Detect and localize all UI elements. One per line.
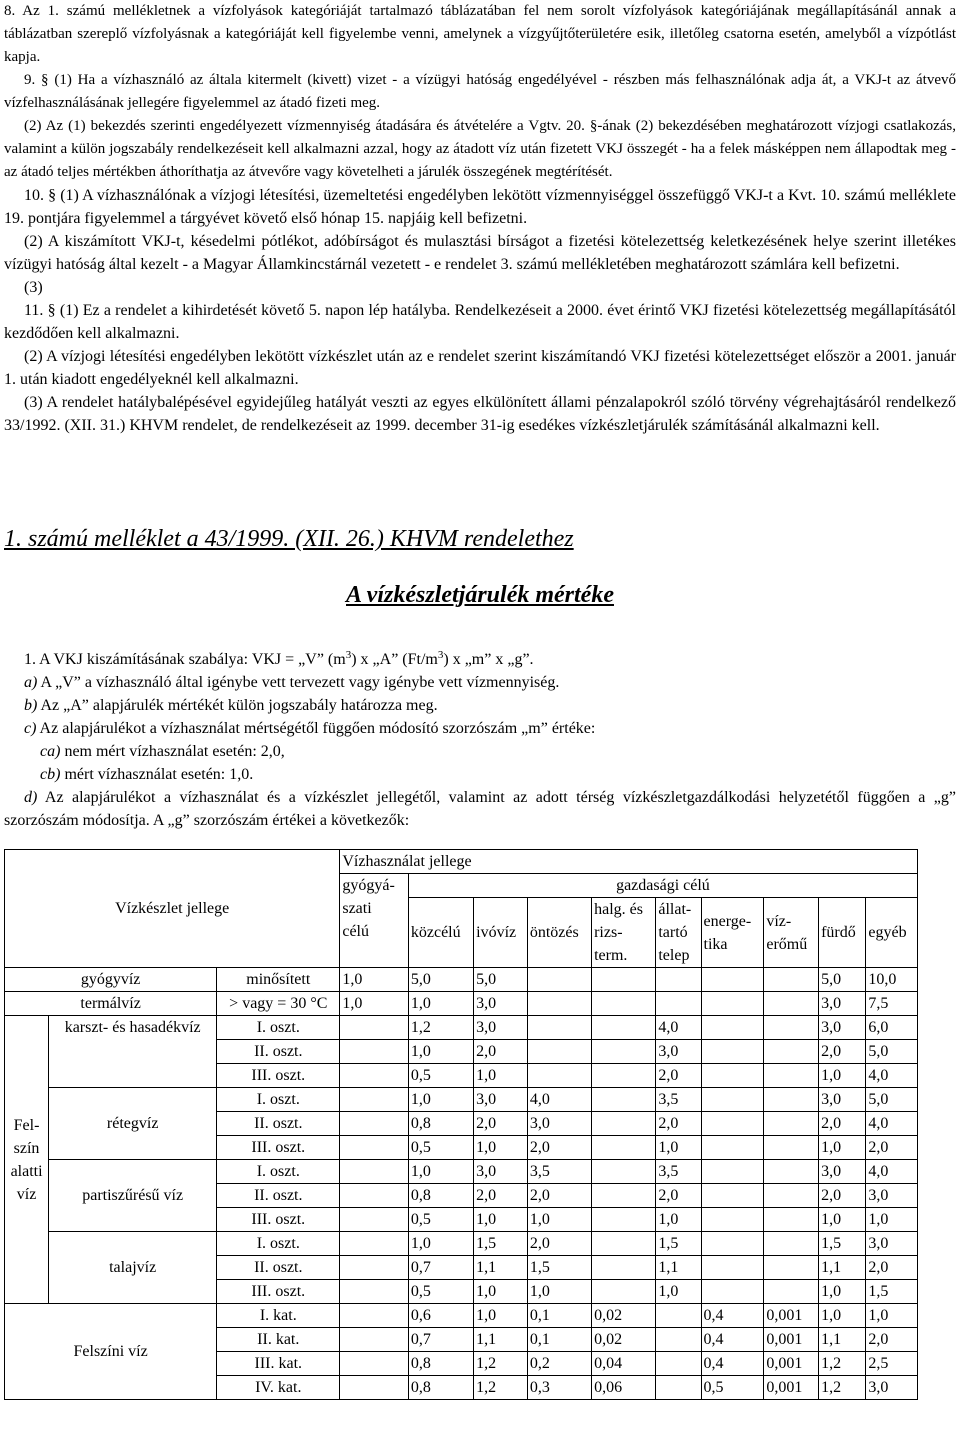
- table-cell: [592, 1016, 656, 1040]
- table-cell: [592, 1184, 656, 1208]
- table-cell: 1,1: [819, 1328, 866, 1352]
- col-header: energe- tika: [701, 898, 764, 968]
- row-class: I. kat.: [217, 1304, 340, 1328]
- table-cell: [592, 1232, 656, 1256]
- table-cell: [592, 1112, 656, 1136]
- table-cell: [340, 1352, 409, 1376]
- table-cell: 1,0: [656, 1280, 701, 1304]
- table-cell: 0,8: [408, 1112, 473, 1136]
- table-cell: 0,8: [408, 1184, 473, 1208]
- table-cell: 2,0: [474, 1184, 528, 1208]
- formula-line: 1. A VKJ kiszámításának szabálya: VKJ = „V” $(m^3)$ x „A” $(Ft/m^3)$ x „m” x „g”.: [24, 649, 534, 668]
- table-cell: 3,0: [866, 1184, 918, 1208]
- col-header: közcélú: [408, 898, 473, 968]
- table-cell: [592, 1208, 656, 1232]
- table-cell: 5,0: [819, 968, 866, 992]
- table-cell: 2,0: [819, 1184, 866, 1208]
- table-cell: 6,0: [866, 1016, 918, 1040]
- table-cell: 1,0: [408, 1160, 473, 1184]
- table-cell: 1,1: [656, 1256, 701, 1280]
- table-cell: 1,0: [408, 1040, 473, 1064]
- table-cell: 2,0: [527, 1184, 591, 1208]
- table-cell: 0,5: [408, 1064, 473, 1088]
- table-cell: 0,02: [592, 1328, 656, 1352]
- group-name: talajvíz: [49, 1232, 217, 1304]
- row-class: > vagy = 30 °C: [217, 992, 340, 1016]
- table-cell: [340, 1208, 409, 1232]
- table-cell: 1,0: [656, 1208, 701, 1232]
- paragraph-10-2: (2) A kiszámított VKJ-t, késedelmi pótlékot, adóbírságot és mulasztási bírságot a fizetési kötelezettség keletkezésének helye szerint illetékes vízügyi hatóság által kezelt - a Magyar Államkincstárnál vezetett - e rendelet 3. számú mellékletében meghatározott számlára kell befizetni.: [4, 233, 956, 273]
- formula-d: d) Az alapjárulékot a vízhasználat és a vízkészlet jellegétől, valamint az adott térség vízkészletgazdálkodási helyzetétől függően a „g” szorzószám módosítja. A „g” szorzószám értékei a következők:: [4, 789, 956, 829]
- table-cell: 0,5: [701, 1376, 764, 1400]
- table-cell: 2,0: [656, 1184, 701, 1208]
- table-cell: 1,0: [340, 992, 409, 1016]
- formula-c: c) Az alapjárulékot a vízhasználat mértségétől függően módosító szorzószám „m” értéke:: [24, 720, 596, 737]
- table-cell: 3,0: [819, 992, 866, 1016]
- table-cell: [656, 1328, 701, 1352]
- table-cell: [701, 1232, 764, 1256]
- table-cell: 1,1: [474, 1256, 528, 1280]
- table-cell: [340, 1280, 409, 1304]
- table-cell: [527, 1064, 591, 1088]
- table-cell: 2,0: [527, 1136, 591, 1160]
- table-cell: [656, 1304, 701, 1328]
- row-class: II. oszt.: [217, 1112, 340, 1136]
- table-cell: 1,5: [656, 1232, 701, 1256]
- col-header: ivóvíz: [474, 898, 528, 968]
- table-cell: 7,5: [866, 992, 918, 1016]
- table-cell: 0,001: [764, 1304, 819, 1328]
- table-cell: 0,8: [408, 1376, 473, 1400]
- table-cell: [701, 1184, 764, 1208]
- row-class: II. oszt.: [217, 1184, 340, 1208]
- table-cell: 1,0: [819, 1304, 866, 1328]
- row-class: III. kat.: [217, 1352, 340, 1376]
- table-cell: 0,6: [408, 1304, 473, 1328]
- table-cell: 0,5: [408, 1280, 473, 1304]
- row-class: II. oszt.: [217, 1256, 340, 1280]
- table-cell: [764, 1184, 819, 1208]
- table-cell: 0,5: [408, 1208, 473, 1232]
- table-cell: [701, 1280, 764, 1304]
- table-cell: 1,0: [474, 1064, 528, 1088]
- table-cell: 4,0: [527, 1088, 591, 1112]
- table-cell: 0,4: [701, 1328, 764, 1352]
- table-cell: 1,2: [474, 1352, 528, 1376]
- col-header: öntözés: [527, 898, 591, 968]
- table-cell: [592, 1040, 656, 1064]
- table-cell: [764, 1040, 819, 1064]
- table-cell: 4,0: [866, 1160, 918, 1184]
- table-cell: 2,0: [866, 1256, 918, 1280]
- table-cell: [764, 1208, 819, 1232]
- group-name: gyógyvíz: [5, 968, 217, 992]
- row-class: I. oszt.: [217, 1232, 340, 1256]
- table-cell: [527, 968, 591, 992]
- header-vizkeszlet: Vízkészlet jellege: [5, 850, 340, 968]
- table-cell: 1,0: [474, 1280, 528, 1304]
- table-cell: 1,5: [527, 1256, 591, 1280]
- group-name: partiszűrésű víz: [49, 1160, 217, 1232]
- table-cell: 1,0: [474, 1208, 528, 1232]
- table-cell: [764, 1064, 819, 1088]
- table-cell: 1,2: [474, 1376, 528, 1400]
- table-cell: [764, 1160, 819, 1184]
- table-cell: [340, 1328, 409, 1352]
- table-cell: 2,0: [656, 1064, 701, 1088]
- table-cell: 4,0: [866, 1112, 918, 1136]
- table-cell: 5,0: [866, 1040, 918, 1064]
- header-vizhasznalat: Vízhasználat jellege: [340, 850, 918, 874]
- table-cell: [656, 1352, 701, 1376]
- table-cell: 1,0: [819, 1064, 866, 1088]
- table-cell: 1,0: [408, 992, 473, 1016]
- group-name: termálvíz: [5, 992, 217, 1016]
- table-cell: [340, 1160, 409, 1184]
- table-cell: [701, 1208, 764, 1232]
- table-cell: 0,1: [527, 1328, 591, 1352]
- table-cell: [592, 968, 656, 992]
- row-class: minősített: [217, 968, 340, 992]
- table-cell: 1,0: [408, 1088, 473, 1112]
- table-cell: [701, 992, 764, 1016]
- table-cell: [764, 1256, 819, 1280]
- row-class: IV. kat.: [217, 1376, 340, 1400]
- paragraph-8: 8. Az 1. számú mellékletnek a vízfolyások kategóriáját tartalmazó táblázatában fel nem sorolt vízfolyások kategóriájának megállapításánál annak a táblázatban szereplő vízfolyásnak a kategóriáját kell figyelembe venni, amelynek a vízgyűjtőterületére esik, illetőleg csatorna esetén, amelyből a vízpótlást kapja.: [4, 3, 956, 65]
- table-cell: 0,8: [408, 1352, 473, 1376]
- table-cell: [764, 1280, 819, 1304]
- table-cell: 1,0: [408, 1232, 473, 1256]
- formula-cb: cb) mért vízhasználat esetén: 1,0.: [40, 766, 254, 783]
- annex-subtitle: A vízkészletjárulék mértéke: [346, 582, 614, 608]
- table-row: [5, 992, 918, 1016]
- table-cell: [701, 1064, 764, 1088]
- table-row: [5, 968, 918, 992]
- table-cell: [764, 1232, 819, 1256]
- table-cell: 5,0: [474, 968, 528, 992]
- table-cell: 2,5: [866, 1352, 918, 1376]
- table-cell: [764, 1136, 819, 1160]
- table-cell: 3,0: [527, 1112, 591, 1136]
- col-header: gyógyá- szati célú: [340, 874, 409, 968]
- table-cell: 2,0: [474, 1112, 528, 1136]
- table-cell: 3,0: [819, 1016, 866, 1040]
- table-cell: 0,3: [527, 1376, 591, 1400]
- table-cell: 1,5: [474, 1232, 528, 1256]
- table-cell: [592, 1280, 656, 1304]
- paragraph-9-1: 9. § (1) Ha a vízhasználó az általa kitermelt (kivett) vizet - a vízügyi hatóság engedélyével - részben más felhasználónak adja át, a VKJ-t az átvevő vízfelhasználásának jellegére figyelemmel az átadó fizeti meg.: [4, 72, 956, 111]
- table-cell: 2,0: [819, 1112, 866, 1136]
- row-class: III. oszt.: [217, 1208, 340, 1232]
- col-header: egyéb: [866, 898, 918, 968]
- table-cell: [701, 1136, 764, 1160]
- table-cell: 2,0: [656, 1112, 701, 1136]
- table-cell: 1,2: [819, 1376, 866, 1400]
- table-cell: [701, 1088, 764, 1112]
- table-cell: [592, 992, 656, 1016]
- table-cell: [764, 1112, 819, 1136]
- table-row: [5, 1304, 918, 1328]
- table-cell: 1,5: [819, 1232, 866, 1256]
- paragraph-10-3: (3): [24, 279, 43, 296]
- col-header: fürdő: [819, 898, 866, 968]
- table-cell: 0,7: [408, 1256, 473, 1280]
- col-header: halg. és rizs- term.: [592, 898, 656, 968]
- table-cell: [656, 968, 701, 992]
- formula-a: a) A „V” a vízhasználó által igénybe vett tervezett vagy igénybe vett vízmennyiség.: [24, 674, 560, 691]
- table-cell: 4,0: [656, 1016, 701, 1040]
- table-cell: 0,001: [764, 1352, 819, 1376]
- header-gazdasagi: gazdasági célú: [408, 874, 917, 898]
- table-cell: 1,0: [819, 1136, 866, 1160]
- table-cell: 1,0: [527, 1280, 591, 1304]
- table-cell: 5,0: [866, 1088, 918, 1112]
- group-name: karszt- és hasadékvíz: [49, 1016, 217, 1088]
- table-cell: 2,0: [866, 1328, 918, 1352]
- table-cell: [340, 1064, 409, 1088]
- table-row: [5, 1232, 918, 1256]
- table-cell: [340, 1256, 409, 1280]
- table-cell: [701, 968, 764, 992]
- table-cell: [764, 1016, 819, 1040]
- table-cell: [340, 1184, 409, 1208]
- table-cell: [340, 1304, 409, 1328]
- paragraph-11-3: (3) A rendelet hatálybalépésével egyidejűleg hatályát veszti az egyes elkülönített állami pénzalapokról szóló törvény végrehajtásáról rendelkező 33/1992. (XII. 31.) KHVM rendelet, de rendelkezéseit az 1999. december 31-ig esedékes vízkészletjárulék számításánál alkalmazni kell.: [4, 394, 956, 434]
- table-cell: 0,1: [527, 1304, 591, 1328]
- table-cell: 2,0: [819, 1040, 866, 1064]
- table-cell: [701, 1160, 764, 1184]
- col-header: állat- tartó telep: [656, 898, 701, 968]
- annex-title: 1. számú melléklet a 43/1999. (XII. 26.) KHVM rendelethez: [4, 526, 574, 552]
- group-felszin-alatti: Fel- szín alatti víz: [5, 1016, 49, 1304]
- table-cell: 1,2: [819, 1352, 866, 1376]
- table-cell: [340, 1232, 409, 1256]
- paragraph-11-2: (2) A vízjogi létesítési engedélyben lekötött vízkészlet után az e rendelet szerint kiszámítandó VKJ fizetési kötelezettséget először a 2001. január 1. után kiadott engedélyeknél kell alkalmazni.: [4, 348, 956, 388]
- table-cell: [527, 1016, 591, 1040]
- table-cell: 0,001: [764, 1376, 819, 1400]
- table-cell: 2,0: [866, 1136, 918, 1160]
- table-cell: 3,0: [474, 1088, 528, 1112]
- table-cell: [340, 1376, 409, 1400]
- table-cell: 2,0: [527, 1232, 591, 1256]
- table-cell: 0,06: [592, 1376, 656, 1400]
- table-cell: 4,0: [866, 1064, 918, 1088]
- row-class: II. kat.: [217, 1328, 340, 1352]
- table-cell: 0,04: [592, 1352, 656, 1376]
- table-cell: [764, 968, 819, 992]
- table-cell: [656, 1376, 701, 1400]
- formula-ca: ca) nem mért vízhasználat esetén: 2,0,: [40, 743, 285, 760]
- row-class: I. oszt.: [217, 1160, 340, 1184]
- table-cell: 1,0: [474, 1136, 528, 1160]
- formula-b: b) Az „A” alapjárulék mértékét külön jogszabály határozza meg.: [24, 697, 438, 714]
- table-cell: 1,0: [866, 1304, 918, 1328]
- group-name: rétegvíz: [49, 1088, 217, 1160]
- table-cell: 1,0: [819, 1208, 866, 1232]
- row-class: I. oszt.: [217, 1088, 340, 1112]
- group-felszini: Felszíni víz: [5, 1304, 217, 1400]
- table-cell: 5,0: [408, 968, 473, 992]
- table-cell: 1,1: [819, 1256, 866, 1280]
- g-multiplier-table: [4, 849, 918, 1400]
- formula-section: [4, 648, 956, 832]
- row-class: II. oszt.: [217, 1040, 340, 1064]
- table-cell: [340, 1136, 409, 1160]
- table-row: [5, 1088, 918, 1112]
- table-cell: 3,0: [656, 1040, 701, 1064]
- table-cell: [340, 1040, 409, 1064]
- row-class: III. oszt.: [217, 1136, 340, 1160]
- table-cell: [592, 1160, 656, 1184]
- table-cell: [764, 1088, 819, 1112]
- table-cell: [701, 1016, 764, 1040]
- table-cell: 10,0: [866, 968, 918, 992]
- table-cell: 3,0: [474, 1160, 528, 1184]
- row-class: I. oszt.: [217, 1016, 340, 1040]
- table-cell: 1,2: [408, 1016, 473, 1040]
- table-cell: 3,0: [474, 992, 528, 1016]
- paragraph-9-2: (2) Az (1) bekezdés szerinti engedélyezett vízmennyiség átadására és átvételére a Vgtv. 20. §-ának (2) bekezdésében meghatározott vízjogi csatlakozás, valamint a külön jogszabály rendelkezéseit kell alkalmazni azzal, hogy az átadott víz után fizetett VKJ összegét - ha a felek másképpen nem állapodtak meg - az átadó teljes mértékben áthoríthatja az átvevőre vagy követelheti a járulék összegének megtérítését.: [4, 118, 956, 180]
- table-cell: [764, 992, 819, 1016]
- table-cell: [340, 1088, 409, 1112]
- table-cell: 1,0: [527, 1208, 591, 1232]
- table-cell: 1,0: [474, 1304, 528, 1328]
- table-cell: 1,5: [866, 1280, 918, 1304]
- table-cell: 1,0: [656, 1136, 701, 1160]
- table-cell: [527, 1040, 591, 1064]
- col-header: víz- erőmű: [764, 898, 819, 968]
- table-cell: 3,5: [656, 1160, 701, 1184]
- table-cell: 1,0: [819, 1280, 866, 1304]
- row-class: III. oszt.: [217, 1280, 340, 1304]
- table-cell: 3,5: [656, 1088, 701, 1112]
- table-cell: 1,1: [474, 1328, 528, 1352]
- table-row: [5, 1016, 918, 1040]
- table-row: [5, 1160, 918, 1184]
- table-cell: 1,0: [866, 1208, 918, 1232]
- table-cell: [592, 1136, 656, 1160]
- row-class: III. oszt.: [217, 1064, 340, 1088]
- paragraph-11-1: 11. § (1) Ez a rendelet a kihirdetését követő 5. napon lép hatályba. Rendelkezéseit a 2000. évet érintő VKJ fizetési kötelezettség megállapításától kezdődően kell alkalmazni.: [4, 302, 956, 342]
- table-cell: 0,02: [592, 1304, 656, 1328]
- table-cell: 3,0: [474, 1016, 528, 1040]
- table-cell: 0,001: [764, 1328, 819, 1352]
- table-cell: 0,5: [408, 1136, 473, 1160]
- table-cell: [592, 1256, 656, 1280]
- table-cell: [656, 992, 701, 1016]
- table-cell: 3,0: [819, 1088, 866, 1112]
- table-cell: 0,7: [408, 1328, 473, 1352]
- table-cell: 3,0: [866, 1376, 918, 1400]
- paragraph-10-1: 10. § (1) A vízhasználónak a vízjogi létesítési, üzemeltetési engedélyben lekötött vízmennyiséggel összefüggő VKJ-t a Kvt. 10. számú melléklete 19. pontjára figyelemmel a tárgyévet követő első hónap 15. napjáig kell befizetni.: [4, 187, 956, 227]
- table-cell: 1,0: [340, 968, 409, 992]
- table-cell: [592, 1088, 656, 1112]
- table-cell: 0,4: [701, 1304, 764, 1328]
- table-cell: [340, 1016, 409, 1040]
- table-cell: 3,5: [527, 1160, 591, 1184]
- table-cell: [527, 992, 591, 1016]
- table-cell: 0,2: [527, 1352, 591, 1376]
- table-cell: [592, 1064, 656, 1088]
- table-cell: 0,4: [701, 1352, 764, 1376]
- table-cell: [340, 1112, 409, 1136]
- table-cell: [701, 1256, 764, 1280]
- table-cell: 3,0: [866, 1232, 918, 1256]
- table-cell: [701, 1040, 764, 1064]
- body-text: [4, 0, 956, 437]
- table-cell: 3,0: [819, 1160, 866, 1184]
- table-cell: 2,0: [474, 1040, 528, 1064]
- table-cell: [701, 1112, 764, 1136]
